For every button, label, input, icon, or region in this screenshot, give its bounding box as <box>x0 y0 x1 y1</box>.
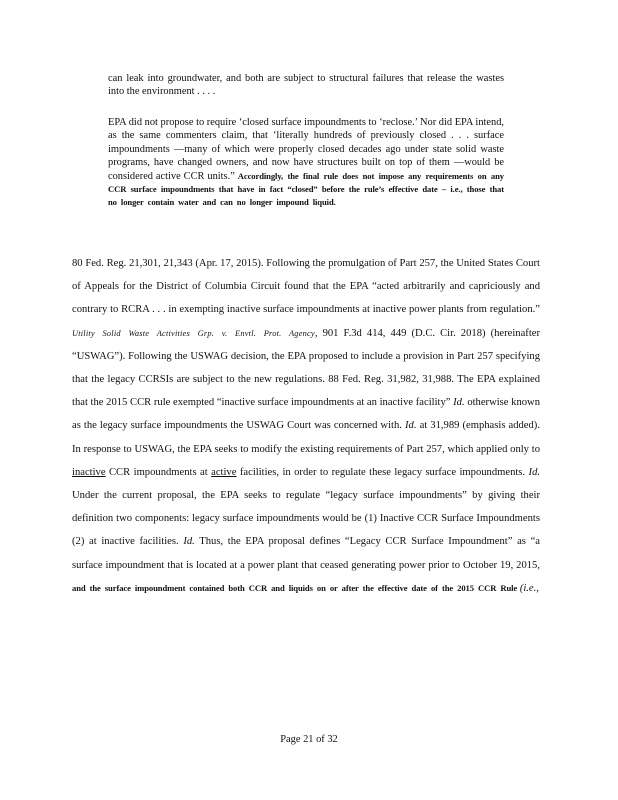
block-quote-2 <box>108 116 504 210</box>
quote-text: can leak into groundwater, and both are subject to structural failures that release the wastes into the environment . . . . <box>108 73 504 98</box>
body-text: , 901 F.3d 414, 449 (D.C. Cir. 2018) (hereinafter “USWAG”). Following the USWAG decision, the EPA proposed to include a provision in Part 257 specifying that the legacy CCRSIs are subject to the new regulations. 88 Fed. Reg. 31,982, 31,988. The EPA explained that the 2015 CCR rule exempted “inactive surface impoundments at an inactive facility” <box>72 327 540 409</box>
id-citation: Id. <box>183 536 195 548</box>
body-text: 80 Fed. Reg. 21,301, 21,343 (Apr. 17, 2015). Following the promulgation of Part 257, the United States Court of Appeals for the District of Columbia Circuit found that the EPA “acted arbitrarily and capriciously and contrary to RCRA . . . in exempting inactive surface impoundments at inactive power plants from regulation.” <box>72 258 540 316</box>
underlined-active: active <box>211 466 237 478</box>
page-footer: Page 21 of 32 <box>280 734 338 745</box>
body-text: Thus, the EPA proposal defines “Legacy CCR Surface Impoundment” as “a surface impoundment that is located at a power plant that ceased generating power prior to October 19, 2015, <box>72 536 540 571</box>
body-paragraph <box>72 252 540 600</box>
body-text: facilities, in order to regulate these legacy surface impoundments. <box>239 466 526 478</box>
id-citation: Id. <box>405 420 417 432</box>
emphasis-bold: and the surface impoundment contained both CCR and liquids on or after the effective date of the 2015 CCR Rule <box>72 582 518 593</box>
underlined-inactive: inactive <box>72 466 106 478</box>
case-citation: Utility Solid Waste Activities Grp. v. Envtl. Prot. Agency <box>72 328 315 338</box>
body-text: Under the current proposal, the EPA seeks to regulate “legacy surface impoundments” by giving their definition two components: legacy surface impoundments would be (1) Inactive CCR Surface Impoundments (2) at inactive facilities. <box>72 490 540 548</box>
ie-citation: (i.e., <box>519 582 539 594</box>
quote-bold-text: Accordingly, the final rule does not impose any requirements on any CCR surface impoundments that have in fact “closed” before the rule’s effective date – i.e., those that no longer contain water and can no longer impound liquid. <box>108 170 504 208</box>
block-quote-1 <box>108 72 504 99</box>
id-citation: Id. <box>453 397 465 409</box>
body-text: CCR impoundments at <box>108 466 208 478</box>
quote-text: EPA did not propose to require ‘closed surface impoundments to ‘reclose.’ Nor did EPA intend, as the same commenters claim, that ‘literally hundreds of previously closed . . . surface impoundments —many of which were properly closed decades ago under state solid waste programs, have changed owners, and now have structures built on top of them —would be considered active CCR units.” <box>108 117 504 182</box>
id-citation: Id. <box>528 466 541 478</box>
body-text: at 31,989 (emphasis added). In response to USWAG, the EPA seeks to modify the existing requirements of Part 257, which applied only to <box>72 420 540 455</box>
body-text: otherwise known as the legacy surface impoundments the USWAG Court was concerned with. <box>72 397 540 432</box>
